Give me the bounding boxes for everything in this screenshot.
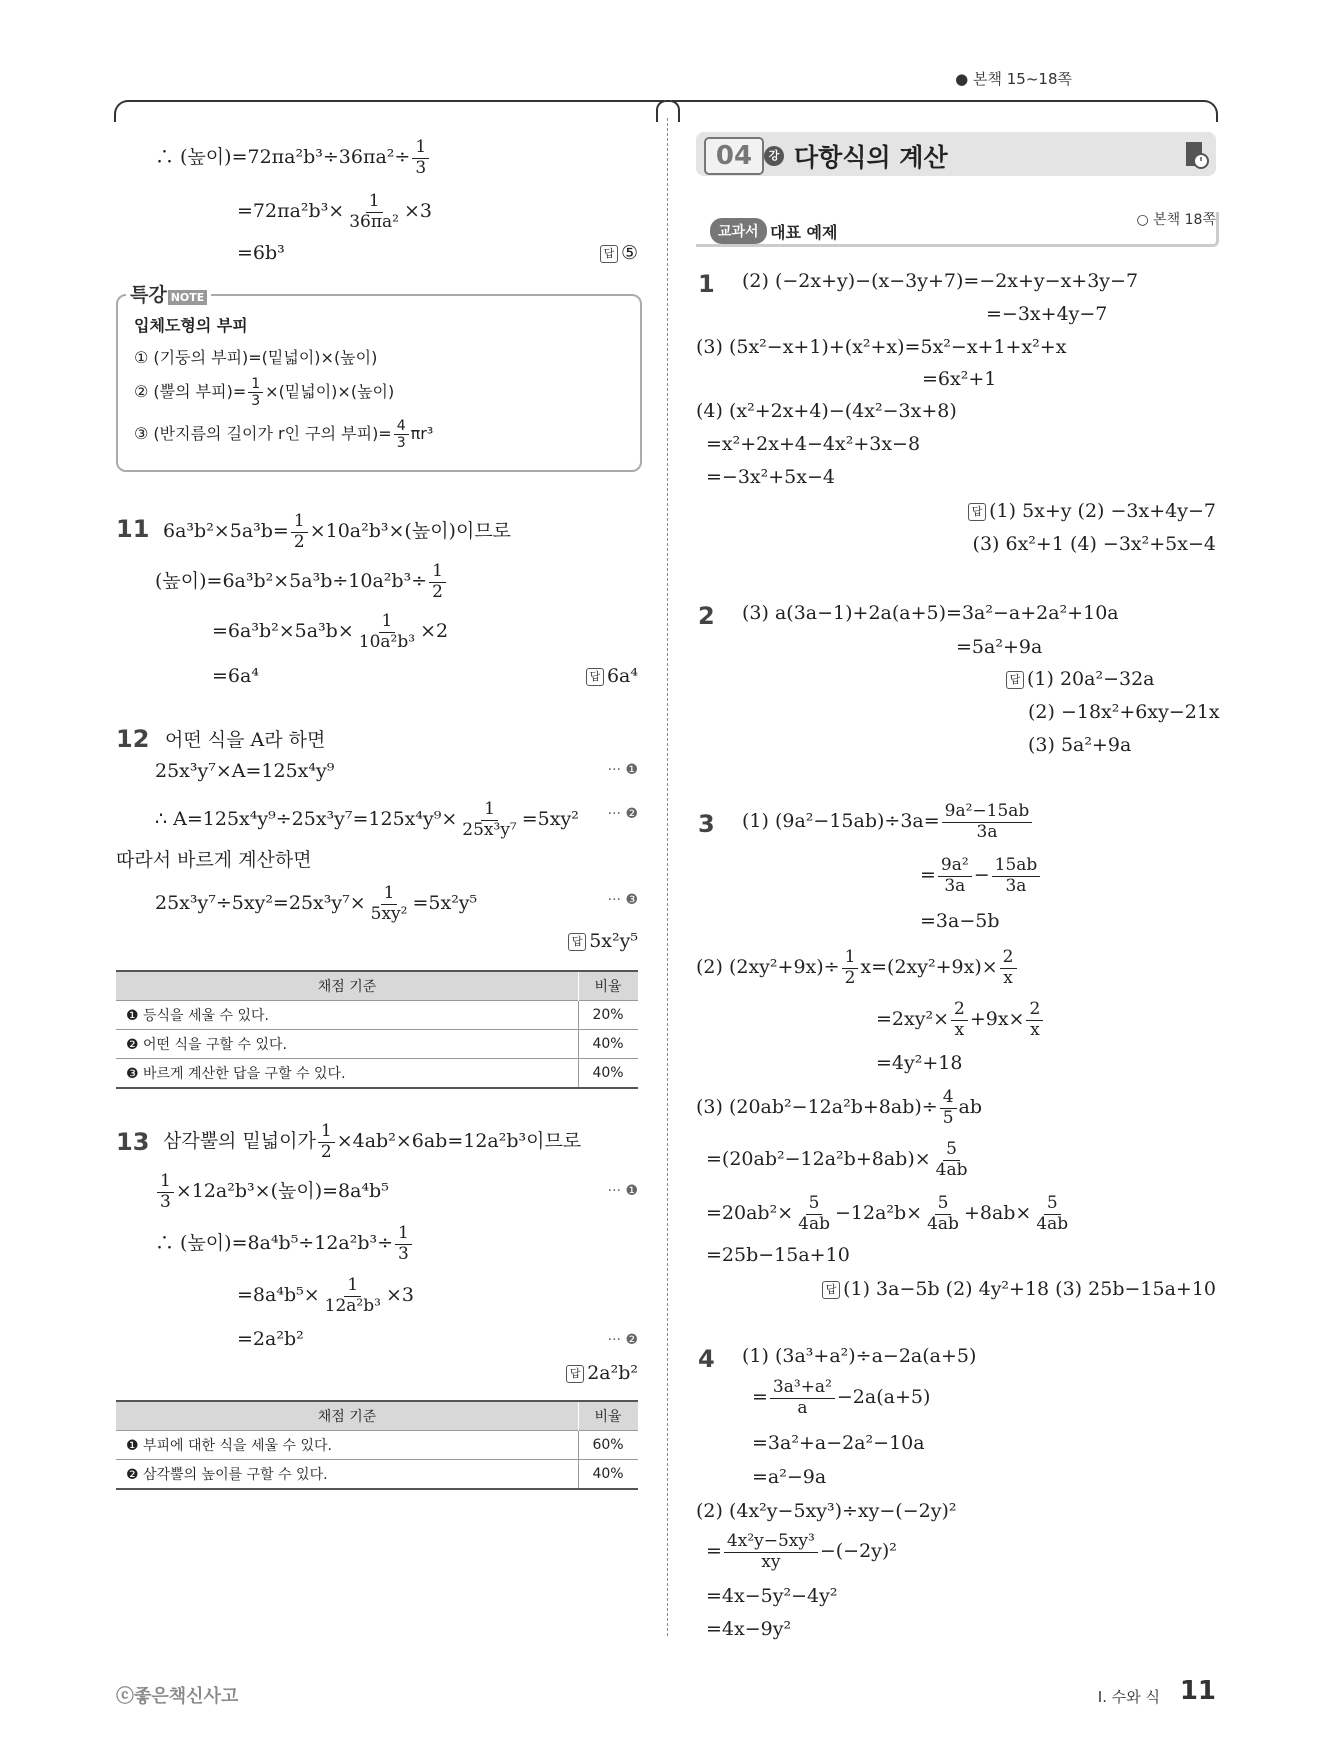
chapter-label: I. 수와 식	[1097, 1688, 1160, 1706]
note-item-2: ② (뿔의 부피)= $\frac{1}{3}$ ×(밑넓이)×(높이)	[134, 376, 395, 410]
p12-intro: 어떤 식을 A라 하면	[165, 729, 326, 751]
r-p1-c1: (4) (x²+2x+4)−(4x²−3x+8)	[696, 400, 957, 422]
p12-scoring-table	[116, 970, 638, 1089]
p12-step-1-mark: ··· ❶	[607, 762, 638, 778]
r-p3-a3: =3a−5b	[920, 910, 1000, 932]
r-p3-c4: =25b−15a+10	[706, 1244, 850, 1266]
p13-step-2-mark: ··· ❷	[607, 1332, 638, 1348]
r-p2-l1: (3) a(3a−1)+2a(a+5)=3a²−a+2a²+10a	[742, 602, 1119, 624]
r-p4-b3: =4x−5y²−4y²	[706, 1585, 838, 1607]
r-p3-c3: =20ab²× $\frac{5}{4ab}$ −12a²b× $\frac{5}{4ab}$ +8ab× $\frac{5}{4ab}$	[706, 1193, 1069, 1234]
r-problem-2-number: 2	[698, 602, 715, 630]
r-problem-4-number: 4	[698, 1345, 715, 1373]
table-row: ❷ 삼각뿔의 높이를 구할 수 있다. 40%	[116, 1460, 638, 1490]
publisher-logo: ⓒ좋은책신사고	[116, 1686, 239, 1707]
left-frame	[114, 100, 664, 122]
r-p3-answer: 답 (1) 3a−5b (2) 4y²+18 (3) 25b−15a+10	[822, 1278, 1216, 1300]
table-row: ❶ 등식을 세울 수 있다. 20%	[116, 1001, 638, 1030]
r-p4-b2: = $\frac{\text{4x²y−5xy³}}{xy}$ −(−2y)²	[706, 1531, 897, 1572]
p12-line-3: 따라서 바르게 계산하면	[116, 849, 312, 871]
r-p1-answer-2: (3) 6x²+1 (4) −3x²+5x−4	[972, 533, 1216, 555]
r-problem-1-number: 1	[698, 270, 715, 298]
column-divider	[667, 118, 668, 1636]
r-p3-b3: =4y²+18	[876, 1052, 963, 1074]
cont-line-1: ∴ (높이)=72πa²b³÷36πa²÷ $\frac{1}{3}$	[155, 138, 431, 178]
r-p1-c2: =x²+2x+4−4x²+3x−8	[706, 433, 921, 455]
cont-line-3: =6b³	[237, 242, 285, 264]
r-p4-b1: (2) (4x²y−5xy³)÷xy−(−2y)²	[696, 1500, 957, 1522]
r-p3-a1: (1) (9a²−15ab)÷3a= $\frac{\text{9a²−15ab}}{3a}$	[742, 802, 1034, 842]
r-p2-answer-1: 답 (1) 20a²−32a	[1006, 668, 1155, 690]
table-header-ratio: 비율	[579, 971, 639, 1001]
p13-line-2: $\frac{1}{3}$ ×12a²b³×(높이)=8a⁴b⁵	[155, 1172, 389, 1212]
r-p4-a2: = $\frac{\text{3a³+a²}}{a}$ −2a(a+5)	[752, 1377, 931, 1418]
r-p4-a1: (1) (3a³+a²)÷a−2a(a+5)	[742, 1345, 977, 1367]
subhead-reference: ○ 본책 18쪽	[1136, 212, 1216, 228]
note-item-1: ① (기둥의 부피)=(밑넓이)×(높이)	[134, 348, 378, 367]
r-p1-a1: (2) (−2x+y)−(x−3y+7)=−2x+y−x+3y−7	[742, 270, 1139, 292]
r-p3-a2: = $\frac{\text{9a²}}{3a}$ − $\frac{15ab}{3a}$	[920, 856, 1042, 896]
right-frame	[672, 100, 1218, 122]
table-header-ratio: 비율	[579, 1401, 639, 1431]
problem-13-number: 13	[116, 1128, 150, 1156]
p11-line-4: =6a⁴	[212, 665, 259, 687]
p13-line-5: =2a²b²	[237, 1328, 304, 1350]
r-p2-l2: =5a²+9a	[956, 636, 1043, 658]
r-p1-b2: =6x²+1	[922, 368, 997, 390]
r-p4-b4: =4x−9y²	[706, 1618, 792, 1640]
table-header-criteria: 채점 기준	[116, 1401, 579, 1431]
table-row: ❸ 바르게 계산한 답을 구할 수 있다. 40%	[116, 1059, 638, 1089]
cont-line-2: =72πa²b³× $\frac{1}{\text{36πa²}}$ ×3	[237, 191, 433, 232]
p13-line-4: =8a⁴b⁵× $\frac{1}{\text{12a²b³}}$ ×3	[237, 1275, 414, 1316]
note-item-3: ③ (반지름의 길이가 r인 구의 부피)= $\frac{4}{3}$ πr³	[134, 418, 434, 452]
problem-12-number: 12	[116, 725, 150, 753]
p12-line-4: 25x³y⁷÷5xy²=25x³y⁷× $\frac{1}{\text{5xy²}}$ =5x²y⁵	[155, 883, 478, 924]
p11-line-1: 6a³b²×5a³b= $\frac{1}{2}$ ×10a²b³×(높이)이므로	[163, 511, 512, 552]
p12-step-2-mark: ··· ❷	[607, 806, 638, 822]
p12-step-3-mark: ··· ❸	[607, 892, 638, 908]
p13-line-1: 삼각뿔의 밑넓이가 $\frac{1}{2}$ ×4ab²×6ab=12a²b³이므로	[163, 1121, 582, 1162]
r-p3-c1: (3) (20ab²−12a²b+8ab)÷ $\frac{4}{5}$ ab	[696, 1087, 983, 1128]
r-problem-3-number: 3	[698, 810, 715, 838]
p11-line-2: (높이)=6a³b²×5a³b÷10a²b³÷ $\frac{1}{2}$	[155, 562, 448, 602]
p13-scoring-table	[116, 1400, 638, 1490]
p11-line-3: =6a³b²×5a³b× $\frac{1}{\text{10a²b³}}$ ×2	[212, 611, 449, 652]
r-p1-b1: (3) (5x²−x+1)+(x²+x)=5x²−x+1+x²+x	[696, 336, 1067, 358]
problem-11-number: 11	[116, 515, 150, 543]
r-p2-answer-2: (2) −18x²+6xy−21x	[1028, 701, 1220, 723]
textbook-badge: 교과서	[710, 218, 767, 244]
table-row: ❶ 부피에 대한 식을 세울 수 있다. 60%	[116, 1431, 638, 1460]
section-number: 04	[704, 137, 764, 175]
p12-line-2: ∴ A=125x⁴y⁹÷25x³y⁷=125x⁴y⁹× $\frac{1}{\text{25x³y⁷}}$ =5xy²	[155, 799, 579, 840]
table-header-criteria: 채점 기준	[116, 971, 579, 1001]
book-timer-icon	[1184, 140, 1210, 175]
r-p4-a3: =3a²+a−2a²−10a	[752, 1432, 925, 1454]
r-p3-b2: =2xy²× $\frac{2}{x}$ +9x× $\frac{2}{x}$	[876, 1000, 1045, 1040]
p13-answer: 답 2a²b²	[566, 1362, 638, 1384]
subhead-label: 대표 예제	[770, 220, 843, 243]
r-p1-a2: =−3x+4y−7	[986, 303, 1108, 325]
p11-answer: 답 6a⁴	[586, 665, 638, 687]
page-reference: ● 본책 15~18쪽	[955, 70, 1072, 88]
p12-line-1: 25x³y⁷×A=125x⁴y⁹	[155, 760, 335, 782]
p12-answer: 답 5x²y⁵	[568, 930, 638, 952]
table-row: ❷ 어떤 식을 구할 수 있다. 40%	[116, 1030, 638, 1059]
cont-answer: 답 ⑤	[600, 242, 638, 264]
section-unit-badge: 강	[764, 146, 784, 166]
r-p3-b1: (2) (2xy²+9x)÷ $\frac{1}{2}$ x=(2xy²+9x)× $\frac{2}{x}$	[696, 948, 1019, 988]
p13-step-1-mark: ··· ❶	[607, 1183, 638, 1199]
r-p2-answer-3: (3) 5a²+9a	[1028, 734, 1132, 756]
page-number: 11	[1179, 1676, 1216, 1706]
r-p4-a4: =a²−9a	[752, 1466, 827, 1488]
p13-line-3: ∴ (높이)=8a⁴b⁵÷12a²b³÷ $\frac{1}{3}$	[155, 1224, 414, 1264]
note-tag: 특강 NOTE	[126, 280, 211, 307]
section-title: 다항식의 계산	[794, 143, 948, 172]
r-p1-c3: =−3x²+5x−4	[706, 466, 835, 488]
r-p3-c2: =(20ab²−12a²b+8ab)× $\frac{5}{4ab}$	[706, 1139, 968, 1180]
r-p1-answer-1: 답 (1) 5x+y (2) −3x+4y−7	[968, 500, 1216, 522]
note-title: 입체도형의 부피	[134, 316, 248, 335]
